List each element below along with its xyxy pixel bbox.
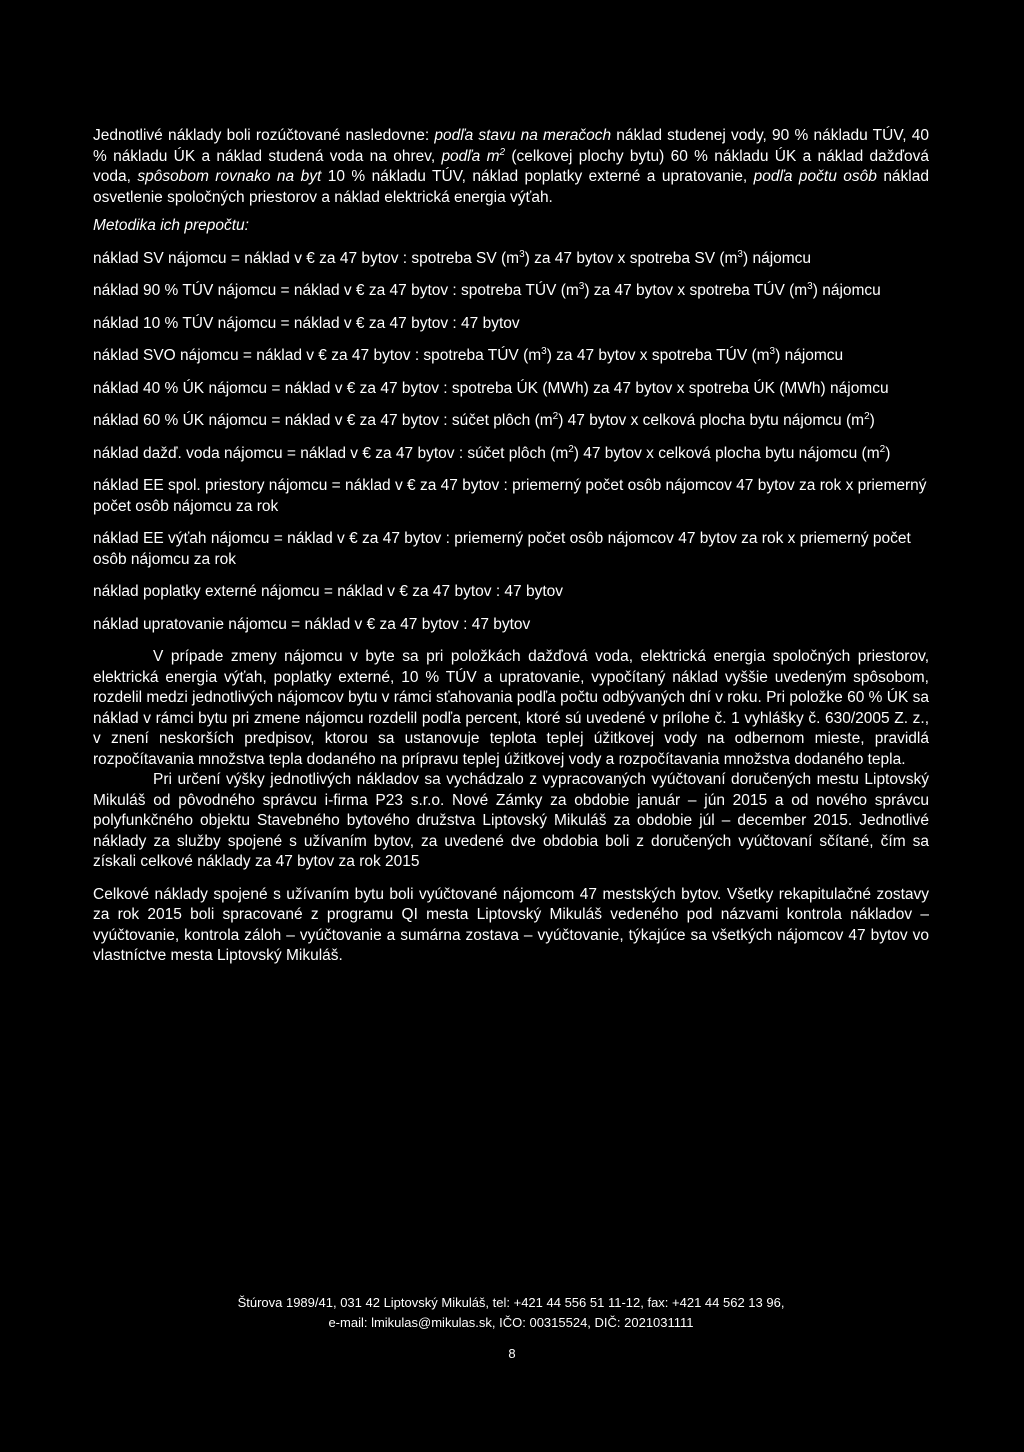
paragraph-total-costs: Celkové náklady spojené s užívaním bytu boli vyúčtované nájomcom 47 mestských bytov. Všetky rekapitulačné zostavy za rok 2015 boli spracované z programu QI mesta Liptovský Mikuláš vedeného pod názvami kontrola nákladov – vyúčtovanie, kontrola záloh – vyúčtovanie a sumárna zostava – vyúčtovanie, týkajúce sa všetkých nájomcov 47 bytov vo vlastníctve mesta Liptovský Mikuláš.	[93, 885, 929, 964]
superscript: 3	[769, 345, 776, 357]
formula-svo	[93, 346, 929, 367]
superscript: 3	[519, 248, 525, 260]
formula-text: ) nájomcu	[812, 282, 881, 299]
formula-upratovanie: náklad upratovanie nájomcu = náklad v € za 47 bytov : 47 bytov	[93, 615, 531, 633]
formula-text: náklad SV nájomcu = náklad v € za 47 bytov : spotreba SV (m	[93, 249, 520, 267]
page-number: 8	[508, 1346, 516, 1361]
formula-text: ) nájomcu	[742, 249, 812, 267]
paragraph-cost-determination: Pri určení výšky jednotlivých nákladov sa vychádzalo z vypracovaných vyúčtovaní doručených mestu Liptovský Mikuláš od pôvodného správcu i-firma P23 s.r.o. Nové Zámky za obdobie január – jún 2015 a od nového správcu polyfunkčného objektu Stavebného bytového družstva Liptovský Mikuláš za obdobie júl – december 2015. Jednotlivé náklady za služby spojené s užívaním bytov, za uvedené dve obdobia boli z doručených vyúčtovaní sčítané, čím sa získali celkové náklady za 47 bytov za rok 2015	[93, 771, 929, 870]
intro-text: náklad osvetlenie spoločných priestorov a náklad elektrická energia výťah.	[93, 168, 929, 206]
formula-uk-60	[93, 411, 929, 432]
footer-contact: e-mail: lmikulas@mikulas.sk, IČO: 00315524, DIČ: 2021031111	[328, 1315, 694, 1330]
superscript: 2	[864, 410, 870, 422]
formula-dazd-voda	[93, 444, 929, 465]
superscript: 3	[807, 280, 813, 292]
formula-ee-spol: náklad EE spol. priestory nájomcu = náklad v € za 47 bytov : priemerný počet osôb nájomcov 47 bytov za rok x priemerný počet osôb nájomcu za rok	[93, 477, 927, 515]
formula-text: náklad 90 % TÚV nájomcu = náklad v € za 47 bytov : spotreba TÚV (m	[93, 282, 579, 299]
page-footer	[93, 1293, 929, 1333]
formula-text: ) za 47 bytov x spotreba SV (m	[524, 249, 738, 267]
formula-text: náklad 60 % ÚK nájomcu = náklad v € za 47 bytov : súčet plôch (m	[93, 412, 553, 429]
superscript: 2	[499, 146, 506, 158]
formula-poplatky: náklad poplatky externé nájomcu = náklad v € za 47 bytov : 47 bytov	[93, 583, 564, 600]
formula-text: ) za 47 bytov x spotreba TÚV (m	[546, 347, 770, 364]
method-heading: Metodika ich prepočtu:	[93, 217, 249, 234]
intro-text: náklad studenej vody, 90 % nákladu TÚV, 40 % nákladu ÚK a náklad studená voda na ohrev,	[93, 127, 929, 165]
intro-emphasis-text: podľa m	[441, 147, 500, 165]
superscript: 3	[541, 345, 547, 357]
intro-emphasis: podľa počtu osôb	[753, 168, 877, 185]
formula-text: ) 47 bytov x celková plocha bytu nájomcu (m	[573, 444, 880, 462]
formula-tuv-10: náklad 10 % TÚV nájomcu = náklad v € za 47 bytov : 47 bytov	[93, 314, 520, 332]
intro-paragraph	[93, 126, 929, 208]
intro-text: 10 % nákladu TÚV, náklad poplatky externé a upratovanie,	[321, 168, 754, 185]
superscript: 3	[578, 280, 585, 292]
superscript: 3	[737, 248, 743, 260]
intro-text: Jednotlivé náklady boli rozúčtované nasledovne:	[93, 127, 435, 144]
formula-text: )	[869, 412, 875, 429]
superscript: 2	[568, 443, 574, 455]
formula-sv	[93, 249, 929, 270]
intro-emphasis: podľa stavu na meračoch	[434, 127, 612, 144]
formula-uk-40: náklad 40 % ÚK nájomcu = náklad v € za 47 bytov : spotreba ÚK (MWh) za 47 bytov x spotreba ÚK (MWh) nájomcu	[93, 379, 889, 397]
document-body	[93, 126, 929, 967]
paragraph-change-of-tenant: V prípade zmeny nájomcu v byte sa pri položkách dažďová voda, elektrická energia spoločných priestorov, elektrická energia výťah, poplatky externé, 10 % TÚV a upratovanie, vypočítaný náklad vyššie uvedeným spôsobom, rozdelil medzi jednotlivých nájomcov bytu v rámci sťahovania podľa počtu odbývaných dní v roku. Pri položke 60 % ÚK sa náklad v rámci bytu pri zmene nájomcu rozdelil podľa percent, ktoré sú uvedené v prílohe č. 1 vyhlášky č. 630/2005 Z. z., v znení neskorších predpisov, ktorou sa ustanovuje teplota teplej úžitkovej vody na odbernom mieste, pravidlá rozpočítavania množstva tepla dodaného na prípravu teplej úžitkovej vody a rozpočítavania množstva dodaného tepla.	[93, 648, 929, 768]
footer-address: Štúrova 1989/41, 031 42 Liptovský Mikuláš, tel: +421 44 556 51 11-12, fax: +421 44 562 13 96,	[237, 1295, 785, 1310]
intro-emphasis: spôsobom rovnako na byt	[137, 168, 322, 185]
formula-text: náklad dažď. voda nájomcu = náklad v € za 47 bytov : súčet plôch (m	[93, 444, 569, 462]
intro-text: (celkovej plochy bytu) 60 % nákladu ÚK a náklad dažďová voda,	[93, 147, 929, 185]
formula-ee-vytah: náklad EE výťah nájomcu = náklad v € za 47 bytov : priemerný počet osôb nájomcov 47 bytov za rok x priemerný počet osôb nájomcu za rok	[93, 530, 911, 568]
superscript: 2	[552, 410, 559, 422]
intro-emphasis	[441, 148, 505, 165]
formula-text: ) za 47 bytov x spotreba TÚV (m	[584, 282, 808, 299]
formula-text: ) nájomcu	[775, 347, 844, 364]
formula-tuv-90	[93, 281, 929, 302]
formula-text: ) 47 bytov x celková plocha bytu nájomcu (m	[558, 412, 865, 429]
formula-text: náklad SVO nájomcu = náklad v € za 47 bytov : spotreba TÚV (m	[93, 347, 542, 364]
superscript: 2	[879, 443, 886, 455]
formula-text: )	[885, 444, 891, 462]
